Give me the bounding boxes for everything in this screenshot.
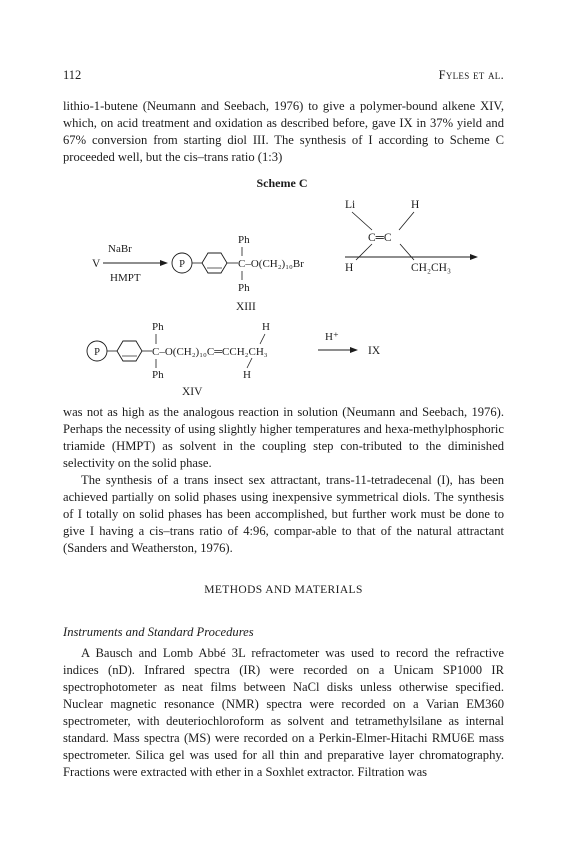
li-label: Li: [345, 199, 356, 211]
running-head: Fyles et al.: [438, 68, 504, 82]
reagent-hmpt: HMPT: [110, 272, 141, 284]
compound-label-xiv: XIV: [182, 386, 203, 398]
product-ix: IX: [368, 345, 381, 357]
start-compound: V: [92, 258, 101, 270]
compound-label-xiii: XIII: [236, 301, 256, 313]
paragraph-3: The synthesis of a trans insect sex attractant, trans-11-tetradecenal (I), has been achieved partially on solid phases using inexpensive symmetrical diols. The synthesis of I totally on solid phases has been accomplished, but further work must be done to give I having a cis–trans ratio of 4:96, compar-able to that of the natural attractant (Sanders and Weatherston, 1976).: [63, 473, 504, 555]
subsection-heading-instruments: Instruments and Standard Procedures: [63, 625, 254, 639]
bond-h-bottom: [356, 244, 372, 260]
page-number: 112: [63, 68, 82, 82]
acid-reagent: H⁺: [325, 331, 339, 343]
h-label-top: H: [411, 199, 420, 211]
paragraph-1: lithio-1-butene (Neumann and Seebach, 1976) to give a polymer-bound alkene XIV, which, on acid treatment and oxidation as described before, gave IX in 37% yield and 67% conversion from starting diol III. The synthesis of I according to Scheme C proceeded well, but the cis–trans ratio (1:3): [63, 99, 504, 164]
polymer-label-14: P: [94, 347, 100, 358]
ph-top-13: Ph: [238, 234, 250, 246]
vinyl-double-bond: C═C: [368, 232, 392, 244]
polymer-bead-14: [87, 341, 107, 361]
h-trans-bottom: H: [243, 369, 251, 381]
benzene-ring-13: [202, 253, 227, 273]
benzene-ring-14: [117, 341, 142, 361]
paragraph-4: A Bausch and Lomb Abbé 3L refractometer was used to record the refractive indices (nD). Infrared spectra (IR) were recorded on a Unicam SP1000 IR spectrophotometer as neat films between NaCl disks unless otherwise specified. Nuclear magnetic resonance (NMR) spectra were recorded on a Varian EM360 spectrometer, with deuteriochloroform as solvent and tetramethylsilane as internal standard. Mass spectra (MS) were recorded on a Perkin-Elmer-Hitachi RMU6E mass spectrometer. Silica gel was used for all thin and preparative layer chromatography. Fractions were extracted with ether in a Soxhlet extractor. Filtration was: [63, 646, 504, 779]
bond-ethyl: [400, 244, 414, 260]
bond-li: [352, 212, 372, 230]
reagent-nabr: NaBr: [108, 243, 132, 255]
scheme-title: Scheme C: [256, 176, 308, 190]
ph-bottom-14: Ph: [152, 369, 164, 381]
bond-h-top: [399, 212, 414, 230]
chain-14: C–O(CH₂)₁₀C═CCH₂CH₃: [152, 346, 268, 358]
arrowhead-3: [350, 347, 358, 353]
ph-bottom-13: Ph: [238, 282, 250, 294]
section-heading-methods: METHODS AND MATERIALS: [204, 584, 363, 596]
h-trans-top: H: [262, 321, 270, 333]
arrowhead-2: [470, 254, 478, 260]
polymer-bead-13: [172, 253, 192, 273]
paragraph-2: was not as high as the analogous reaction in solution (Neumann and Seebach, 1976). Perhaps the necessity of using slightly higher temperatures and hexa-methylphosphoric triamide (HMPT) as solvent in the coupling step con-tributed to the diminished selectivity on the solid phase.: [63, 405, 504, 470]
ethyl-label: CH₂CH₃: [411, 262, 451, 274]
h-label-bottom: H: [345, 262, 354, 274]
chain-13: C–O(CH₂)₁₀Br: [238, 258, 304, 270]
polymer-label-13: P: [179, 259, 185, 270]
arrowhead-1: [160, 260, 168, 266]
page-header: [63, 68, 504, 84]
ph-top-14: Ph: [152, 321, 164, 333]
